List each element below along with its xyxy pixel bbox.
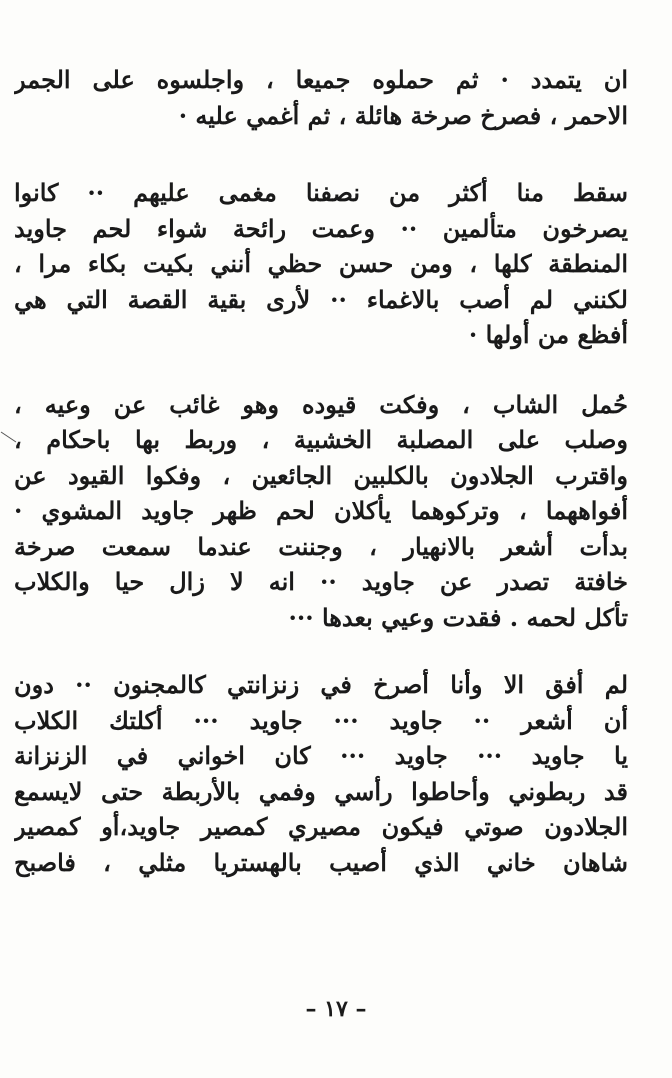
paragraph-3 [14,387,628,636]
text-line: أن أشعر ·· جاويد ··· جاويد ··· أكلتك الكلاب [14,705,628,735]
text-line: يا جاويد ··· جاويد ··· كان اخواني في الزنزانة [14,741,628,770]
text-line: أفظع من أولها · [468,320,628,349]
text-line: تأكل لحمه . فقدت وعيي بعدها ··· [288,602,628,632]
text-line: أفواههما ، وتركوهما يأكلان لحم ظهر جاويد المشوي · [14,496,628,525]
paragraph-4 [14,667,628,880]
text-line: لكنني لم أصب بالاغماء ·· لأرى بقية القصة التي هي [14,284,628,314]
paragraph-1 [14,62,628,133]
text-line: ان يتمدد · ثم حملوه جميعا ، واجلسوه على الجمر [14,65,628,94]
text-line: قد ربطوني وأحاطوا رأسي وفمي بالأربطة حتى لايسمع [14,776,628,806]
text-line: الجلادون صوتي فيكون مصيري كمصير جاويد،أو كمصير [14,812,628,841]
paragraph-2 [14,175,628,353]
page-number: – ١٧ – [305,996,367,1022]
text-line: الاحمر ، فصرخ صرخة هائلة ، ثم أغمي عليه · [178,100,628,130]
text-line: شاهان خاني الذي أصيب بالهستريا مثلي ، فاصبح [14,847,628,877]
text-line: بدأت أشعر بالانهيار ، وجننت عندما سمعت صرخة [14,531,628,561]
text-line: خافتة تصدر عن جاويد ·· انه لا زال حيا والكلاب [14,567,628,596]
text-line: سقط منا أكثر من نصفنا مغمى عليهم ·· كانوا [14,178,628,207]
text-line: حُمل الشاب ، وفكت قيوده وهو غائب عن وعيه ، [14,389,628,419]
text-line: لم أفق الا وأنا أصرخ في زنزانتي كالمجنون ·· دون [14,670,628,699]
text-line: المنطقة كلها ، ومن حسن حظي أنني بكيت بكاء مرا ، [14,249,628,278]
text-line: يصرخون متألمين ·· وعمت رائحة شواء لحم جاويد [14,213,628,243]
text-line: واقترب الجلادون بالكلبين الجائعين ، وفكوا القيود عن [14,460,628,490]
text-line: وصلب على المصلبة الخشبية ، وربط بها باحكام ، [14,425,628,454]
body-text [14,62,628,880]
